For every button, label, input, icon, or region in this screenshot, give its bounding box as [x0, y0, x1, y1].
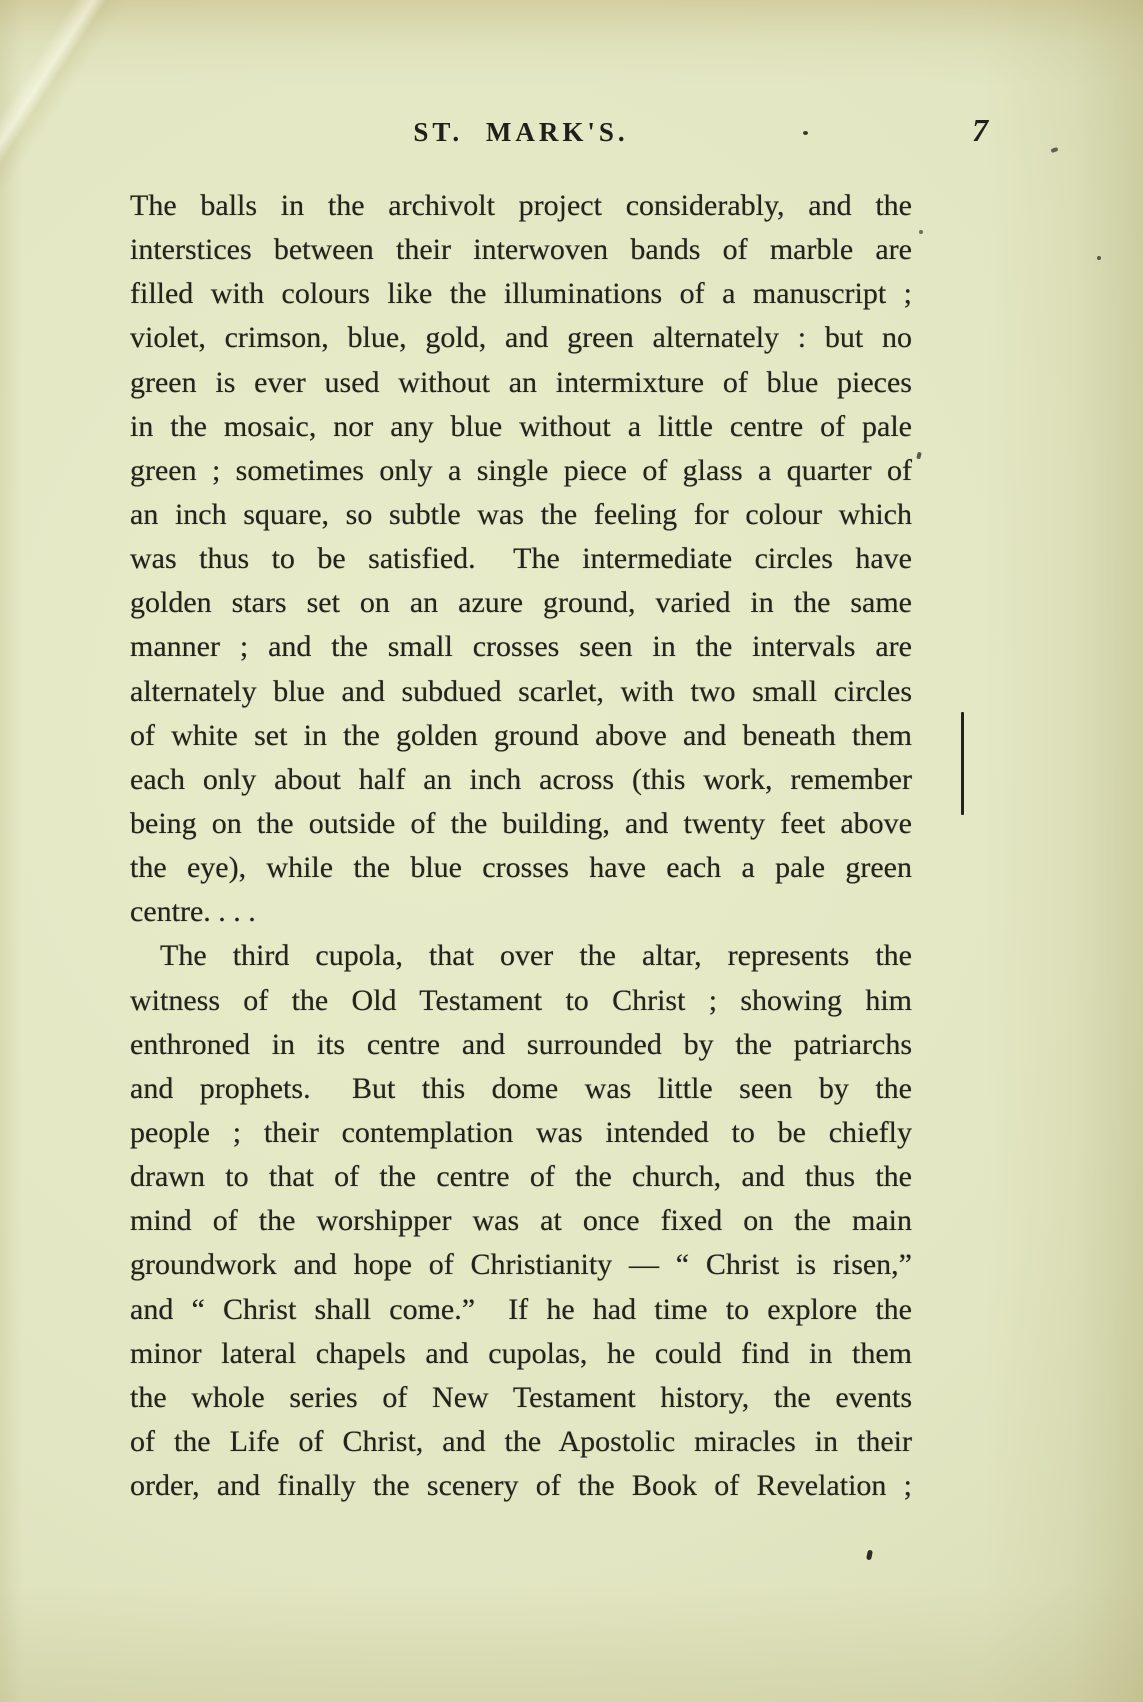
- page-number: 7: [972, 112, 988, 148]
- text-line: manner ; and the small crosses seen in the intervals are: [130, 630, 912, 664]
- text-line: enthroned in its centre and surrounded by the patriarchs: [130, 1027, 912, 1061]
- text-line: of white set in the golden ground above and beneath them: [130, 718, 912, 752]
- ink-speck: [1051, 147, 1059, 153]
- text-line-paragraph-end: centre. . . .: [130, 895, 256, 929]
- body-text: [130, 184, 912, 1508]
- text-line: green ; sometimes only a single piece of glass a quarter of: [130, 453, 912, 487]
- text-line: witness of the Old Testament to Christ ; showing him: [130, 983, 912, 1017]
- text-line: and “ Christ shall come.” If he had time to explore the: [130, 1292, 912, 1326]
- text-line: people ; their contemplation was intended to be chiefly: [130, 1115, 912, 1149]
- text-line: minor lateral chapels and cupolas, he could find in them: [130, 1336, 912, 1370]
- text-line: violet, crimson, blue, gold, and green alternately : but no: [130, 321, 912, 355]
- text-line: The balls in the archivolt project considerably, and the: [130, 189, 912, 222]
- text-line: was thus to be satisfied. The intermediate circles have: [130, 542, 912, 576]
- text-line: and prophets. But this dome was little seen by the: [130, 1071, 912, 1105]
- text-line-paragraph-start: The third cupola, that over the altar, represents the: [160, 939, 912, 973]
- text-line: being on the outside of the building, and twenty feet above: [130, 806, 912, 840]
- text-line: groundwork and hope of Christianity — “ Christ is risen,”: [130, 1248, 912, 1282]
- text-line: of the Life of Christ, and the Apostolic miracles in their: [130, 1424, 912, 1458]
- text-line: filled with colours like the illuminations of a manuscript ;: [130, 277, 912, 311]
- text-line: the whole series of New Testament history, the events: [130, 1380, 912, 1414]
- text-line: alternately blue and subdued scarlet, with two small circles: [130, 674, 912, 708]
- paper-crease: [0, 0, 125, 219]
- ink-speck: [1097, 256, 1101, 260]
- ink-speck: [803, 131, 808, 135]
- text-line: green is ever used without an intermixture of blue pieces: [130, 365, 912, 399]
- text-line: mind of the worshipper was at once fixed on the main: [130, 1204, 912, 1238]
- scan-ink-line-artifact: [961, 712, 964, 815]
- text-line: drawn to that of the centre of the church, and thus the: [130, 1160, 912, 1194]
- text-line: the eye), while the blue crosses have each a pale green: [130, 851, 912, 885]
- text-line: golden stars set on an azure ground, varied in the same: [130, 586, 912, 620]
- ink-speck: [866, 1550, 873, 1561]
- running-header: ST. MARK'S.: [413, 117, 629, 147]
- text-line: interstices between their interwoven bands of marble are: [130, 233, 912, 267]
- text-line: an inch square, so subtle was the feeling for colour which: [130, 497, 912, 531]
- ink-speck: [916, 452, 922, 460]
- text-line: in the mosaic, nor any blue without a little centre of pale: [130, 409, 912, 443]
- text-line: each only about half an inch across (this work, remember: [130, 762, 912, 796]
- ink-speck: [919, 230, 923, 234]
- text-line: order, and finally the scenery of the Book of Revelation ;: [130, 1469, 912, 1503]
